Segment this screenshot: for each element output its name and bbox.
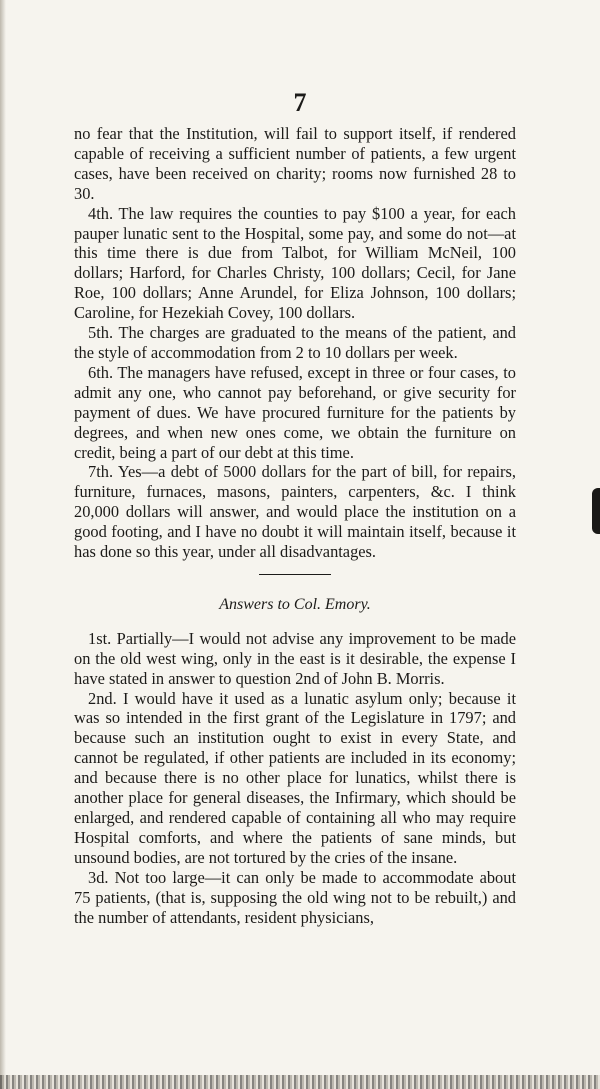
paragraph-answer-3d: 3d. Not too large—it can only be made to accommodate about 75 patients, (that is, supposing the old wing not to be rebuilt,) and the number of attendants, resident physicians,: [74, 867, 516, 927]
page-number: 7: [293, 88, 307, 117]
paragraph-answer-2nd: 2nd. I would have it used as a lunatic asylum only; because it was so intended in the first grant of the Legislature in 1797; and because such an institution ought to exist in every State, and cannot be regulated, if other patients are included in its economy; and because there is no other place for lunatics, whilst there is another place for general diseases, the Infirmary, which should be enlarged, and rendered capable of containing all who may require Hospital comforts, and where the patients of sane minds, but unsound bodies, are not tortured by the cries of the insane.: [74, 688, 516, 867]
paragraph-answer-4th: 4th. The law requires the counties to pay $100 a year, for each pauper lunatic sent to the Hospital, some pay, and some do not—at this time there is due from Talbot, for William McNeil, 100 dollars; Harford, for Charles Christy, 100 dollars; Cecil, for Jane Roe, 100 dollars; Anne Arundel, for Eliza Johnson, 100 dollars; Caroline, for Hezekiah Covey, 100 dollars.: [74, 203, 516, 323]
page-body: [74, 124, 516, 927]
paragraph-answer-5th: 5th. The charges are graduated to the means of the patient, and the style of accommodation from 2 to 10 dollars per week.: [74, 323, 516, 362]
section-heading: Answers to Col. Emory.: [219, 595, 371, 613]
paragraph-continued: no fear that the Institution, will fail to support itself, if rendered capable of receiving a sufficient number of patients, a few urgent cases, have been received on charity; rooms now furnished 28 to 30.: [74, 124, 516, 203]
page-left-edge-shadow: [0, 0, 6, 1089]
paragraph-answer-1st: 1st. Partially—I would not advise any improvement to be made on the old west wing, only in the east is it desirable, the expense I have stated in answer to question 2nd of John B. Morris.: [74, 628, 516, 688]
paragraph-answer-6th: 6th. The managers have refused, except in three or four cases, to admit any one, who cannot pay beforehand, or give security for payment of dues. We have procured furniture for the patients by degrees, and when new ones come, we obtain the furniture on credit, being a part of our debt at this time.: [74, 362, 516, 462]
page-bottom-edge: [0, 1075, 600, 1089]
section-divider: [259, 574, 331, 575]
binding-mark: [592, 488, 600, 534]
paragraph-answer-7th: 7th. Yes—a debt of 5000 dollars for the part of bill, for repairs, furniture, furnaces, masons, painters, carpenters, &c. I think 20,000 dollars will answer, and would place the institution on a good footing, and I have no doubt it will maintain itself, because it has done so this year, under all disadvantages.: [74, 462, 516, 562]
